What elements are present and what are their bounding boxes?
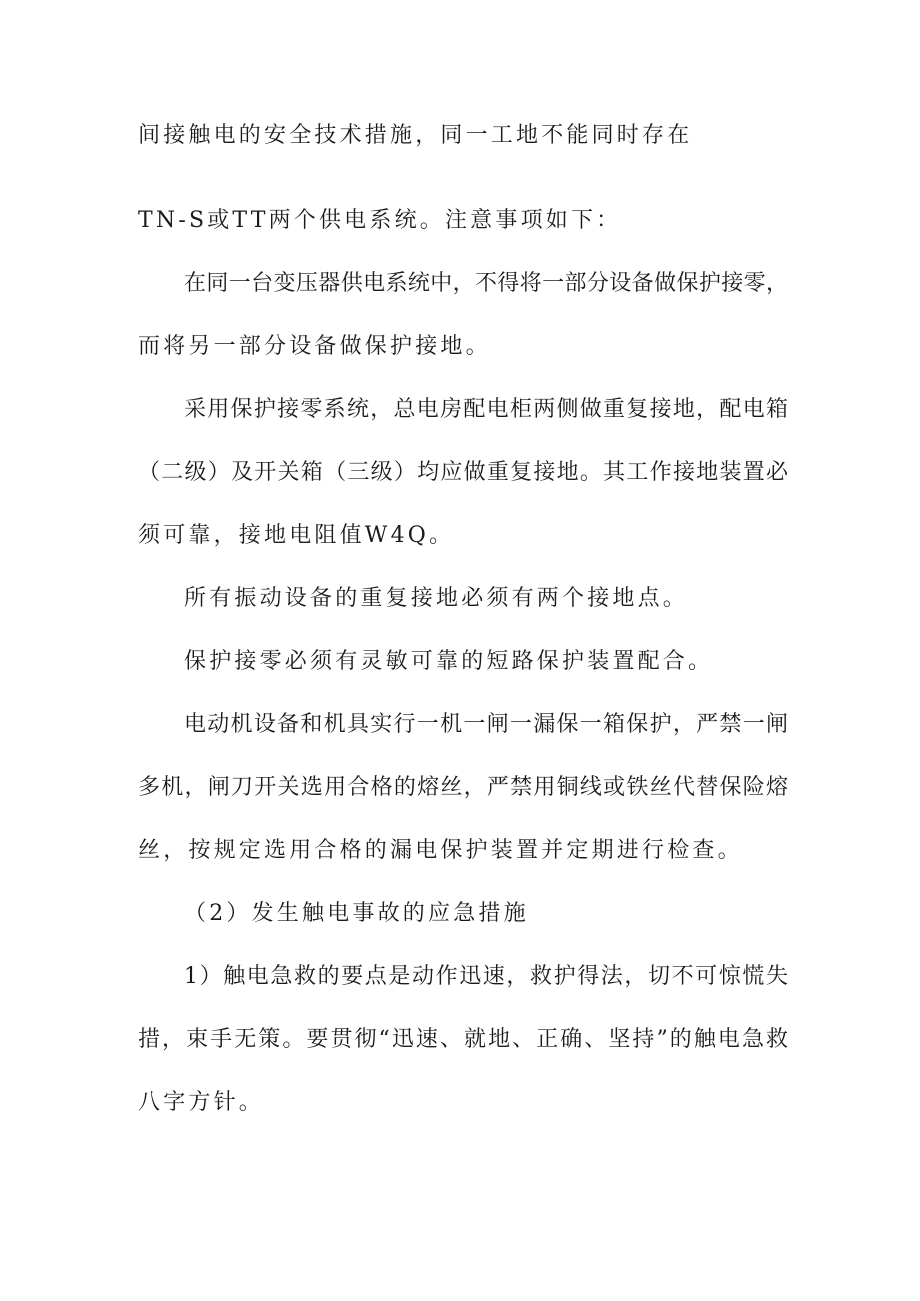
text-line: 丝，按规定选用合格的漏电保护装置并定期进行检查。 [138,838,743,863]
text-line: TN-S或TT两个供电系统。注意事项如下： [138,208,622,233]
text-line: 采用保护接零系统，总电房配电柜两侧做重复接地，配电箱 [184,397,788,422]
section-heading: （2）发生触电事故的应急措施 [184,901,529,926]
text-line: 措，束手无策。要贯彻“迅速、就地、正确、坚持”的触电急救 [138,1027,788,1052]
text-line: 电动机设备和机具实行一机一闸一漏保一箱保护，严禁一闸 [184,712,788,737]
text-line: 须可靠，接地电阻值W4Q。 [138,523,455,548]
text-line: 所有振动设备的重复接地必须有两个接地点。 [184,586,689,611]
text-line: 在同一台变压器供电系统中，不得将一部分设备做保护接零， [184,271,788,296]
text-line: 八字方针。 [138,1090,265,1115]
text-line: 而将另一部分设备做保护接地。 [138,334,491,359]
text-line: 1）触电急救的要点是动作迅速，救护得法，切不可惊慌失 [184,964,788,989]
text-line: 多机，闸刀开关选用合格的熔丝，严禁用铜线或铁丝代替保险熔 [138,775,788,800]
text-line: （二级）及开关箱（三级）均应做重复接地。其工作接地装置必 [138,460,788,485]
text-line: 间接触电的安全技术措施，同一工地不能同时存在 [138,123,693,148]
text-line: 保护接零必须有灵敏可靠的短路保护装置配合。 [184,649,714,674]
